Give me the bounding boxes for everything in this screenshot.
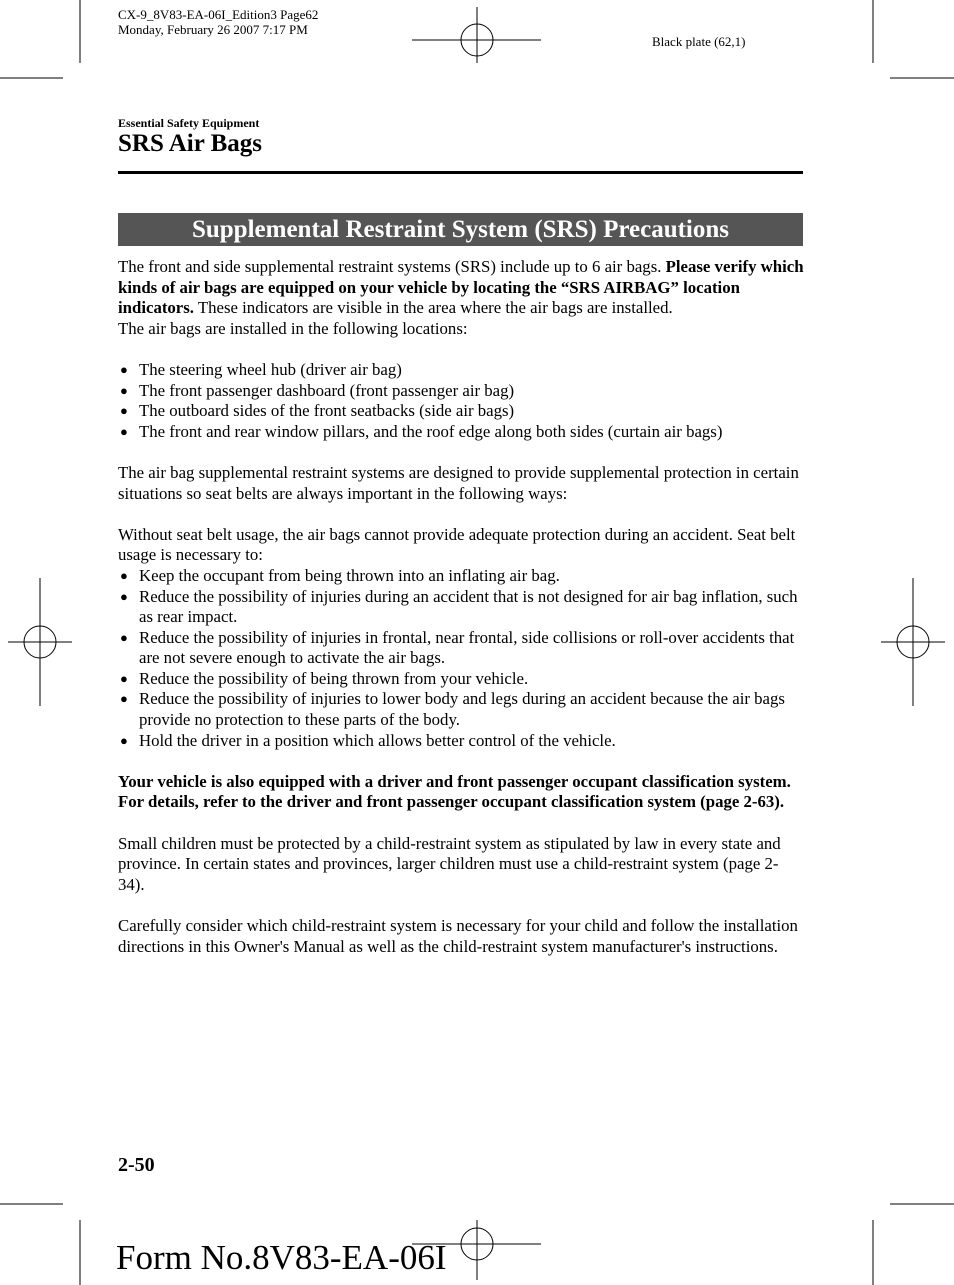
- list-item-text: The outboard sides of the front seatbacks (side air bags): [139, 401, 515, 421]
- list-item-text: The front and rear window pillars, and the roof edge along both sides (curtain air bags): [139, 421, 723, 441]
- bullet: ●: [120, 670, 128, 686]
- list-item-text: Reduce the possibility of injuries to lower body and legs during an accident because the air bags provide no protection to these parts of the body.: [139, 689, 785, 730]
- section-banner: Supplemental Restraint System (SRS) Precautions: [118, 213, 803, 246]
- page-number: 2-50: [118, 1154, 155, 1176]
- bullet: ●: [120, 588, 128, 604]
- list-item-text: Keep the occupant from being thrown into an inflating air bag.: [139, 565, 560, 585]
- bullet: ●: [120, 732, 128, 748]
- list-item-text: Hold the driver in a position which allows better control of the vehicle.: [139, 730, 616, 750]
- intro-paragraph: [118, 257, 804, 319]
- form-number: Form No.8V83-EA-06I: [116, 1238, 447, 1277]
- list-item: [118, 422, 804, 443]
- list-item: [118, 587, 804, 628]
- bullet: ●: [120, 403, 128, 419]
- list-item: [118, 669, 804, 690]
- occupant-classification-paragraph: Your vehicle is also equipped with a driver and front passenger occupant classification system. For details, refer to the driver and front passenger occupant classification system (page 2-63).: [118, 771, 791, 812]
- print-date-line: Monday, February 26 2007 7:17 PM: [118, 22, 308, 37]
- bullet: ●: [120, 423, 128, 439]
- list-item: [118, 360, 804, 381]
- carefully-paragraph: Carefully consider which child-restraint system is necessary for your child and follow the installation directions in this Owner's Manual as well as the child-restraint system manufacturer's instructions.: [118, 916, 798, 956]
- list-item-text: The front passenger dashboard (front passenger air bag): [139, 380, 515, 400]
- title-rule: [118, 171, 803, 174]
- print-file-line: CX-9_8V83-EA-06I_Edition3 Page62: [118, 7, 319, 22]
- without-belt-paragraph: Without seat belt usage, the air bags cannot provide adequate protection during an accident. Seat belt usage is necessary to:: [118, 524, 796, 565]
- bullet: ●: [120, 382, 128, 398]
- intro-lead: The front and side supplemental restraint systems (SRS) include up to 6 air bags.: [118, 257, 666, 276]
- section-label: Essential Safety Equipment: [118, 116, 260, 130]
- bullet: ●: [120, 567, 128, 583]
- bullet: ●: [120, 629, 128, 645]
- locations-list: [118, 360, 804, 442]
- list-item: [118, 566, 804, 587]
- page-body: [118, 257, 804, 957]
- list-item: [118, 628, 804, 669]
- small-children-paragraph: Small children must be protected by a child-restraint system as stipulated by law in every state and province. In certain states and provinces, larger children must use a child-restraint system (page 2-34).: [118, 833, 781, 894]
- intro-bold: Please verify which kinds of air bags are equipped on your vehicle by locating the “SRS AIRBAG” location indicators.: [118, 257, 804, 318]
- bullet: ●: [120, 361, 128, 377]
- belt-reasons-list: [118, 566, 804, 751]
- intro-tail: These indicators are visible in the area where the air bags are installed.: [193, 298, 673, 318]
- page-title: SRS Air Bags: [118, 130, 263, 157]
- list-item-text: Reduce the possibility of injuries in frontal, near frontal, side collisions or roll-over accidents that are not severe enough to activate the air bags.: [139, 627, 795, 668]
- locations-intro: The air bags are installed in the following locations:: [118, 318, 468, 338]
- list-item-text: Reduce the possibility of being thrown from your vehicle.: [139, 668, 529, 688]
- supplemental-paragraph: The air bag supplemental restraint systems are designed to provide supplemental protection in certain situations so seat belts are always important in the following ways:: [118, 462, 799, 503]
- print-header: [118, 7, 318, 37]
- list-item: [118, 381, 804, 402]
- list-item-text: The steering wheel hub (driver air bag): [139, 359, 402, 379]
- list-item-text: Reduce the possibility of injuries during an accident that is not designed for air bag inflation, such as rear impact.: [139, 586, 798, 627]
- list-item: [118, 401, 804, 422]
- bullet: ●: [120, 691, 128, 707]
- print-plate: Black plate (62,1): [652, 34, 746, 49]
- list-item: [118, 731, 804, 752]
- list-item: [118, 689, 804, 730]
